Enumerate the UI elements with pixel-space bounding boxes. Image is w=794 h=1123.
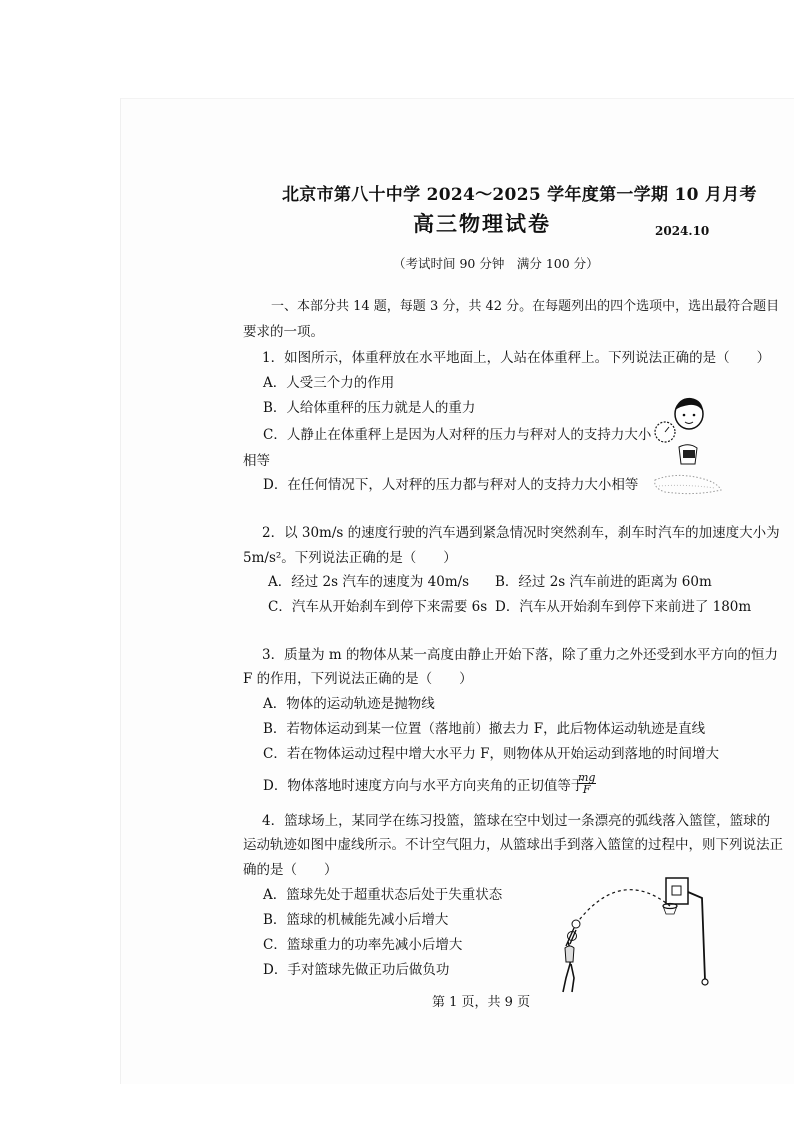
exam-date: 2024.10: [655, 224, 710, 238]
q3-stem-line1: 3．质量为 m 的物体从某一高度由静止开始下落，除了重力之外还受到水平方向的恒力: [262, 647, 778, 663]
q3-option-c: C．若在物体运动过程中增大水平力 F，则物体从开始运动到落地的时间增大: [263, 746, 719, 762]
q4-stem-line3: 确的是（ ）: [243, 862, 338, 878]
basketball-shot-figure: [550, 868, 720, 998]
q2-stem-line2: 5m/s²。下列说法正确的是（ ）: [243, 550, 457, 566]
q4-option-a: A．篮球先处于超重状态后处于失重状态: [263, 887, 503, 903]
q2-option-b: B．经过 2s 汽车前进的距离为 60m: [495, 574, 712, 590]
q1-option-c-line2: 相等: [243, 453, 270, 469]
person-on-scale-figure: [645, 392, 725, 502]
q3-option-a: A．物体的运动轨迹是抛物线: [263, 696, 435, 712]
exam-header: 北京市第八十中学 2024～2025 学年度第一学期 10 月月考: [282, 185, 757, 205]
q4-stem-line2: 运动轨迹如图中虚线所示。不计空气阻力，从篮球出手到落入篮筐的过程中，则下列说法正: [243, 837, 783, 853]
q3-option-d: D．物体落地时速度方向与水平方向夹角的正切值等于: [263, 778, 585, 794]
q2-option-a: A．经过 2s 汽车的速度为 40m/s: [268, 574, 470, 590]
q1-option-a: A．人受三个力的作用: [263, 375, 395, 391]
q4-stem-line1: 4．篮球场上，某同学在练习投篮，篮球在空中划过一条漂亮的弧线落入篮筐，篮球的: [262, 813, 771, 829]
section-intro-line2: 要求的一项。: [243, 324, 324, 340]
q1-stem: 1．如图所示，体重秤放在水平地面上，人站在体重秤上。下列说法正确的是（ ）: [262, 350, 771, 366]
exam-title: 高三物理试卷: [413, 211, 551, 236]
q3-option-b: B．若物体运动到某一位置（落地前）撤去力 F，此后物体运动轨迹是直线: [263, 721, 706, 737]
q4-option-c: C．篮球重力的功率先减小后增大: [263, 937, 463, 953]
exam-info: （考试时间 90 分钟 满分 100 分）: [393, 256, 599, 271]
q2-option-c: C．汽车从开始刹车到停下来需要 6s: [268, 599, 488, 615]
q1-option-d: D．在任何情况下，人对秤的压力都与秤对人的支持力大小相等: [263, 477, 639, 493]
q4-option-d: D．手对篮球先做正功后做负功: [263, 962, 450, 978]
q1-option-c-line1: C．人静止在体重秤上是因为人对秤的压力与秤对人的支持力大小: [263, 427, 652, 443]
page-number: 第 1 页，共 9 页: [432, 995, 531, 1010]
q2-option-d: D．汽车从开始刹车到停下来前进了 180m: [495, 599, 752, 615]
q3-stem-line2: F 的作用，下列说法正确的是（ ）: [243, 671, 473, 687]
fraction-denominator: F: [582, 783, 591, 796]
q4-option-b: B．篮球的机械能先减小后增大: [263, 912, 449, 928]
section-intro-line1: 一、本部分共 14 题，每题 3 分，共 42 分。在每题列出的四个选项中，选出最符合题目: [271, 299, 780, 314]
q2-stem-line1: 2．以 30m/s 的速度行驶的汽车遇到紧急情况时突然刹车，刹车时汽车的加速度大小为: [262, 525, 780, 541]
q3-fraction-mg-over-f: [577, 772, 596, 795]
q1-option-b: B．人给体重秤的压力就是人的重力: [263, 400, 476, 416]
fraction-numerator: mg: [578, 771, 596, 784]
